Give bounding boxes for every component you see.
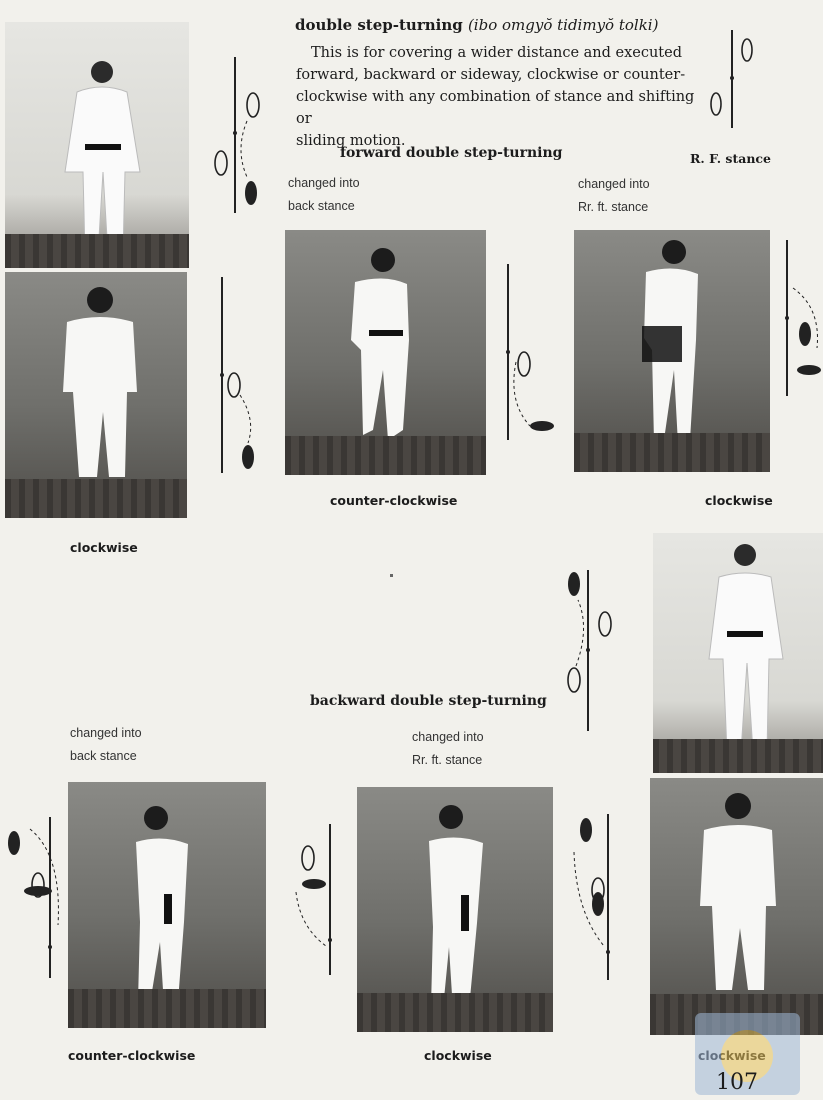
photo-backward-cw [357, 787, 553, 1032]
forward-step-diagram-4 [781, 238, 823, 398]
backward-step-diagram-4 [570, 812, 620, 982]
caption-backward-left: counter-clockwise [68, 1048, 196, 1063]
caption-backward-mid: clockwise [424, 1048, 492, 1063]
caption-forward-right: clockwise [705, 493, 773, 508]
caption-forward-left: clockwise [70, 540, 138, 555]
backward-note-2 [412, 726, 484, 772]
title-main: double step-turning [295, 16, 463, 34]
note-line: Rr. ft. stance [578, 200, 649, 214]
note-line: changed into [578, 177, 650, 191]
forward-step-diagram-3 [496, 262, 560, 442]
intro-line: forward, backward or sideway, clockwise or counter- [296, 67, 686, 83]
photo-clockwise-back [5, 272, 187, 518]
backward-step-diagram-3 [290, 822, 345, 977]
backward-step-diagram-2 [2, 815, 62, 980]
photo-backward-back [650, 778, 823, 1035]
note-line: changed into [412, 730, 484, 744]
photo-forward-ccw [285, 230, 486, 475]
caption-forward-mid: counter-clockwise [330, 493, 458, 508]
figure-front-icon [653, 533, 823, 773]
note-line: changed into [70, 726, 142, 740]
page-number: 107 [716, 1070, 758, 1095]
intro-line: This is for covering a wider distance and executed [311, 45, 682, 61]
print-speck [390, 574, 393, 577]
rf-stance-diagram [700, 28, 760, 133]
forward-step-diagram-1 [205, 55, 275, 215]
backward-step-diagram-1 [560, 568, 620, 733]
note-line: back stance [70, 749, 137, 763]
intro-line: sliding motion. [296, 133, 406, 149]
note-line: back stance [288, 199, 355, 213]
note-line: Rr. ft. stance [412, 753, 483, 767]
intro-line: clockwise with any combination of stance and shifting or [296, 89, 695, 127]
section-title [295, 16, 658, 34]
backward-heading: backward double step-turning [310, 693, 547, 709]
photo-backward-start [653, 533, 823, 773]
backward-note-1 [70, 722, 142, 768]
forward-step-diagram-2 [212, 275, 272, 475]
figure-front-icon [5, 22, 189, 268]
photo-forward-cw [574, 230, 770, 472]
photo-backward-ccw [68, 782, 266, 1028]
photo-ready-stance [5, 22, 189, 268]
forward-note-2 [578, 173, 650, 219]
title-alt: (ibo omgyŏ tidimyŏ tolki) [467, 16, 659, 34]
forward-note-1 [288, 172, 360, 218]
intro-paragraph [296, 42, 696, 152]
forward-heading: forward double step-turning [340, 145, 563, 161]
rf-stance-label: R. F. stance [690, 151, 771, 166]
note-line: changed into [288, 176, 360, 190]
